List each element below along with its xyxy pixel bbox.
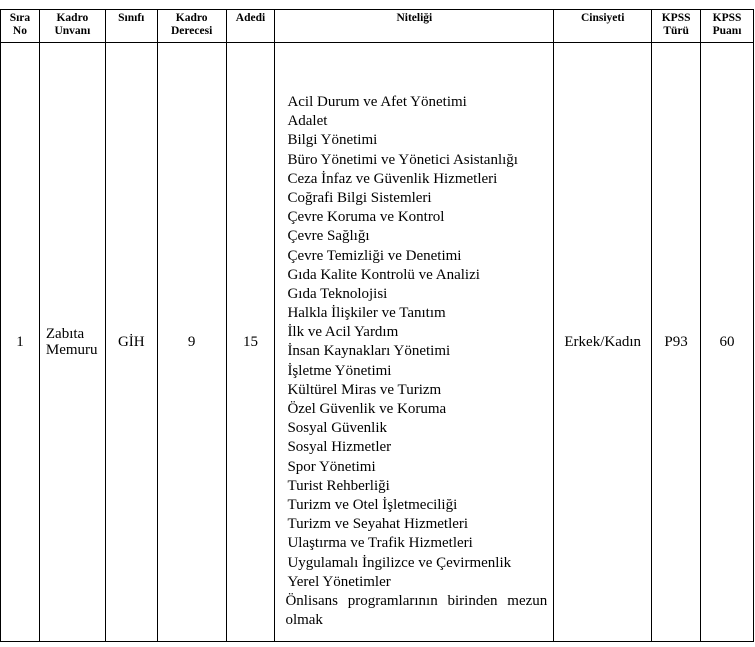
qualification-item: Sosyal Hizmetler [287, 439, 392, 456]
cell-kpss-turu: P93 [652, 43, 701, 642]
qualification-item: İnsan Kaynakları Yönetimi [287, 343, 451, 360]
cell-cinsiyeti: Erkek/Kadın [554, 43, 652, 642]
qualification-item: İlk ve Acil Yardım [287, 324, 399, 341]
header-sinifi: Sınıfı [105, 10, 157, 43]
qualification-item: Sosyal Güvenlik [287, 420, 388, 437]
qualification-item: Çevre Koruma ve Kontrol [287, 209, 445, 226]
kadro-table [0, 9, 754, 642]
cell-sinifi: GİH [105, 43, 157, 642]
cell-sira-no: 1 [1, 43, 40, 642]
table-row [1, 43, 754, 642]
qualification-item: Turizm ve Otel İşletmeciliği [287, 496, 458, 513]
qualification-item: Turist Rehberliği [287, 477, 390, 494]
qualification-item: Gıda Teknolojisi [287, 285, 388, 302]
header-adedi: Adedi [226, 10, 275, 43]
cell-kpss-puani: 60 [701, 43, 754, 642]
qualification-item: Kültürel Miras ve Turizm [287, 381, 442, 398]
qualification-list [285, 93, 547, 592]
qualification-item: İşletme Yönetimi [287, 362, 392, 379]
cell-adedi: 15 [226, 43, 275, 642]
qualification-item: Çevre Sağlığı [287, 228, 370, 245]
cell-niteligi [275, 43, 554, 642]
qualification-item: Ceza İnfaz ve Güvenlik Hizmetleri [287, 170, 498, 187]
qualification-item: Gıda Kalite Kontrolü ve Analizi [287, 266, 480, 283]
header-kadro-derecesi: Kadro Derecesi [157, 10, 226, 43]
header-niteligi: Niteliği [275, 10, 554, 43]
header-kpss-puani: KPSS Puanı [701, 10, 754, 43]
qualification-footnote: Önlisans programlarının birinden mezun olmak [285, 592, 548, 629]
qualification-item: Adalet [287, 113, 328, 130]
qualification-item: Acil Durum ve Afet Yönetimi [287, 94, 467, 110]
cell-kadro-derecesi: 9 [157, 43, 226, 642]
header-kpss-turu: KPSS Türü [652, 10, 701, 43]
qualification-item: Ulaştırma ve Trafik Hizmetleri [287, 535, 473, 552]
cell-kadro-unvani: Zabıta Memuru [39, 43, 105, 642]
qualification-item: Bilgi Yönetimi [287, 132, 378, 149]
header-sira-no: Sıra No [1, 10, 40, 43]
header-row [1, 10, 754, 43]
qualification-item: Turizm ve Seyahat Hizmetleri [287, 516, 469, 533]
qualification-item: Coğrafi Bilgi Sistemleri [287, 189, 432, 206]
qualification-item: Halkla İlişkiler ve Tanıtım [287, 305, 446, 322]
qualification-item: Yerel Yönetimler [287, 573, 391, 590]
qualification-item: Çevre Temizliği ve Denetimi [287, 247, 462, 264]
qualification-item: Özel Güvenlik ve Koruma [287, 401, 447, 417]
qualification-item: Büro Yönetimi ve Yönetici Asistanlığı [287, 151, 518, 168]
qualification-item: Uygulamalı İngilizce ve Çevirmenlik [287, 554, 512, 571]
header-cinsiyeti: Cinsiyeti [554, 10, 652, 43]
header-kadro-unvani: Kadro Unvanı [39, 10, 105, 43]
qualification-item: Spor Yönetimi [287, 458, 376, 475]
